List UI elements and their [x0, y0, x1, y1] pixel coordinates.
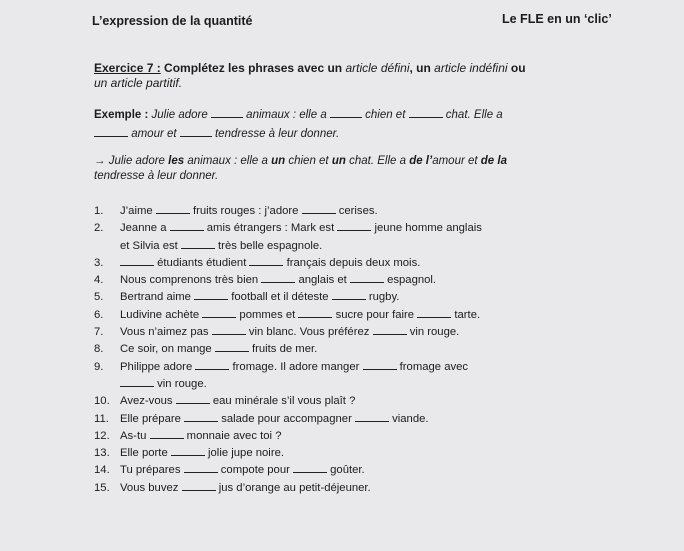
item-number: 3. — [94, 256, 104, 269]
answer-blank[interactable] — [212, 324, 246, 335]
item-text: vin blanc. Vous préférez — [248, 326, 373, 339]
blank — [180, 126, 212, 137]
item-text: Elle porte — [120, 447, 171, 460]
answer-blank[interactable] — [355, 411, 389, 422]
item-text: football et il déteste — [231, 291, 332, 304]
answer-blank[interactable] — [363, 359, 397, 370]
exercise-item — [94, 272, 644, 289]
answer-blank[interactable] — [195, 359, 229, 370]
item-text: monnaie avec toi ? — [186, 429, 282, 442]
exercise-item — [94, 341, 644, 358]
answer-blank[interactable] — [302, 203, 336, 214]
example-text: chien et — [361, 109, 409, 121]
item-text: vin rouge. — [157, 377, 207, 390]
answer-blank[interactable] — [184, 411, 218, 422]
answer-text: tendresse à leur donner. — [94, 170, 219, 182]
answer-blank[interactable] — [120, 376, 154, 387]
item-number: 14. — [94, 464, 110, 477]
item-text: jeune homme anglais — [374, 222, 482, 235]
blank — [211, 107, 243, 118]
arrow-icon: → — [94, 155, 106, 167]
item-text: goûter. — [330, 464, 365, 477]
answer-article: de l’ — [409, 155, 433, 167]
item-text: As-tu — [120, 429, 150, 442]
answer-blank[interactable] — [337, 220, 371, 231]
instruction-indefini: article indéfini — [434, 61, 508, 75]
item-text: Jeanne a — [120, 222, 170, 235]
answer-blank[interactable] — [261, 272, 295, 283]
exercise-item — [94, 411, 644, 428]
exercise-items — [94, 203, 644, 497]
answer-blank[interactable] — [202, 307, 236, 318]
answer-blank[interactable] — [120, 255, 154, 266]
instruction-partitif: un article partitif. — [94, 76, 183, 90]
exercise-item — [94, 289, 644, 306]
exercise-item — [94, 307, 644, 324]
item-text: eau minérale s’il vous plaît ? — [212, 395, 356, 408]
answer-blank[interactable] — [350, 272, 384, 283]
exercise-item — [94, 238, 644, 255]
answer-article: les — [168, 155, 185, 167]
item-text: très belle espagnole. — [218, 239, 323, 252]
item-text: Elle prépare — [120, 412, 185, 425]
item-text: français depuis deux mois. — [286, 256, 421, 269]
item-number: 8. — [94, 343, 104, 356]
answer-blank[interactable] — [181, 238, 215, 249]
answer-blank[interactable] — [156, 203, 190, 214]
blank — [330, 107, 362, 118]
item-number: 5. — [94, 291, 104, 304]
item-text: fromage avec — [399, 360, 469, 373]
instruction-text: , un — [409, 61, 435, 75]
item-text: fruits rouges : j’adore — [192, 205, 302, 217]
item-number: 6. — [94, 308, 104, 321]
item-text: tarte. — [454, 308, 481, 321]
item-text: Tu prépares — [120, 464, 184, 477]
item-number: 12. — [94, 429, 110, 442]
answer-blank[interactable] — [298, 307, 332, 318]
item-number: 9. — [94, 360, 104, 373]
item-text: jus d’orange au petit-déjeuner. — [218, 481, 371, 494]
example-label: Exemple : — [94, 109, 149, 121]
answer-blank[interactable] — [249, 255, 283, 266]
example — [94, 106, 634, 144]
example-answer — [94, 154, 634, 184]
example-text: amour et — [128, 128, 180, 140]
exercise-item — [94, 255, 644, 272]
header-right: Le FLE en un ‘clic’ — [502, 12, 612, 26]
item-text: vin rouge. — [409, 326, 460, 339]
item-text: Vous n’aimez pas — [120, 326, 212, 339]
item-text: sucre pour faire — [335, 308, 418, 321]
item-text: pommes et — [239, 308, 299, 321]
answer-text: amour et — [432, 155, 481, 167]
exercise-item — [94, 428, 644, 445]
example-text: Julie adore — [148, 109, 211, 121]
answer-blank[interactable] — [170, 220, 204, 231]
exercise-label: Exercice 7 : — [94, 61, 161, 75]
answer-text: chat. Elle a — [345, 155, 410, 167]
example-text: tendresse à leur donner. — [211, 128, 340, 140]
exercise-item — [94, 324, 644, 341]
item-text: Ludivine achète — [120, 308, 203, 321]
item-number: 2. — [94, 222, 104, 235]
blank — [409, 107, 443, 118]
item-text: espagnol. — [387, 274, 437, 287]
item-text: Ce soir, on mange — [120, 343, 215, 356]
item-text: amis étrangers : Mark est — [206, 222, 338, 235]
exercise-item — [94, 376, 644, 393]
item-text: rugby. — [368, 291, 400, 304]
exercise-item — [94, 393, 644, 410]
answer-article: de la — [480, 155, 507, 167]
instruction-text: ou — [507, 61, 526, 75]
answer-blank[interactable] — [150, 428, 184, 439]
exercise-item — [94, 480, 644, 497]
answer-blank[interactable] — [184, 462, 218, 473]
item-text: et Silvia est — [120, 239, 181, 252]
item-number: 10. — [94, 395, 110, 408]
answer-text: animaux : elle a — [184, 155, 272, 167]
item-text: Avez-vous — [120, 395, 176, 408]
item-text: Vous buvez — [120, 481, 182, 494]
answer-article: un — [331, 155, 346, 167]
instruction-defini: article défini — [345, 61, 410, 75]
exercise-item — [94, 462, 644, 479]
item-text: étudiants étudient — [157, 256, 250, 269]
exercise-item — [94, 203, 644, 220]
blank — [94, 126, 128, 137]
item-number: 11. — [94, 412, 109, 425]
answer-blank[interactable] — [293, 462, 327, 473]
answer-blank[interactable] — [215, 341, 249, 352]
item-number: 7. — [94, 326, 104, 339]
item-text: cerises. — [338, 205, 378, 217]
answer-blank[interactable] — [171, 445, 205, 456]
item-text: compote pour — [220, 464, 293, 477]
item-text: salade pour accompagner — [221, 412, 355, 425]
example-text: animaux : elle a — [242, 109, 330, 121]
item-number: 15. — [94, 481, 110, 494]
answer-article: un — [271, 155, 286, 167]
item-text: fromage. Il adore manger — [232, 360, 363, 373]
exercise-item — [94, 220, 644, 237]
item-number: 4. — [94, 274, 104, 287]
item-text: Philippe adore — [120, 360, 196, 373]
instruction-text: Complétez les phrases avec un — [160, 61, 346, 75]
exercise-item — [94, 359, 644, 376]
answer-blank[interactable] — [176, 393, 210, 404]
header-left: L’expression de la quantité — [92, 14, 253, 28]
exercise-instructions — [94, 61, 634, 91]
answer-blank[interactable] — [332, 289, 366, 300]
item-text: anglais et — [298, 274, 350, 287]
example-text: chat. Elle a — [442, 109, 503, 121]
answer-blank[interactable] — [417, 307, 451, 318]
item-text: viande. — [392, 412, 429, 425]
item-text: Nous comprenons très bien — [120, 274, 262, 287]
item-text: jolie jupe noire. — [208, 447, 285, 460]
answer-blank[interactable] — [373, 324, 407, 335]
exercise-item — [94, 445, 644, 462]
item-number: 1. — [94, 205, 104, 217]
answer-text: chien et — [285, 155, 332, 167]
answer-text: Julie adore — [105, 155, 169, 167]
item-text: fruits de mer. — [251, 343, 318, 356]
answer-blank[interactable] — [194, 289, 228, 300]
answer-blank[interactable] — [182, 480, 216, 491]
item-text: Bertrand aime — [120, 291, 195, 304]
item-text: J’aime — [120, 205, 156, 217]
item-number: 13. — [94, 447, 110, 460]
